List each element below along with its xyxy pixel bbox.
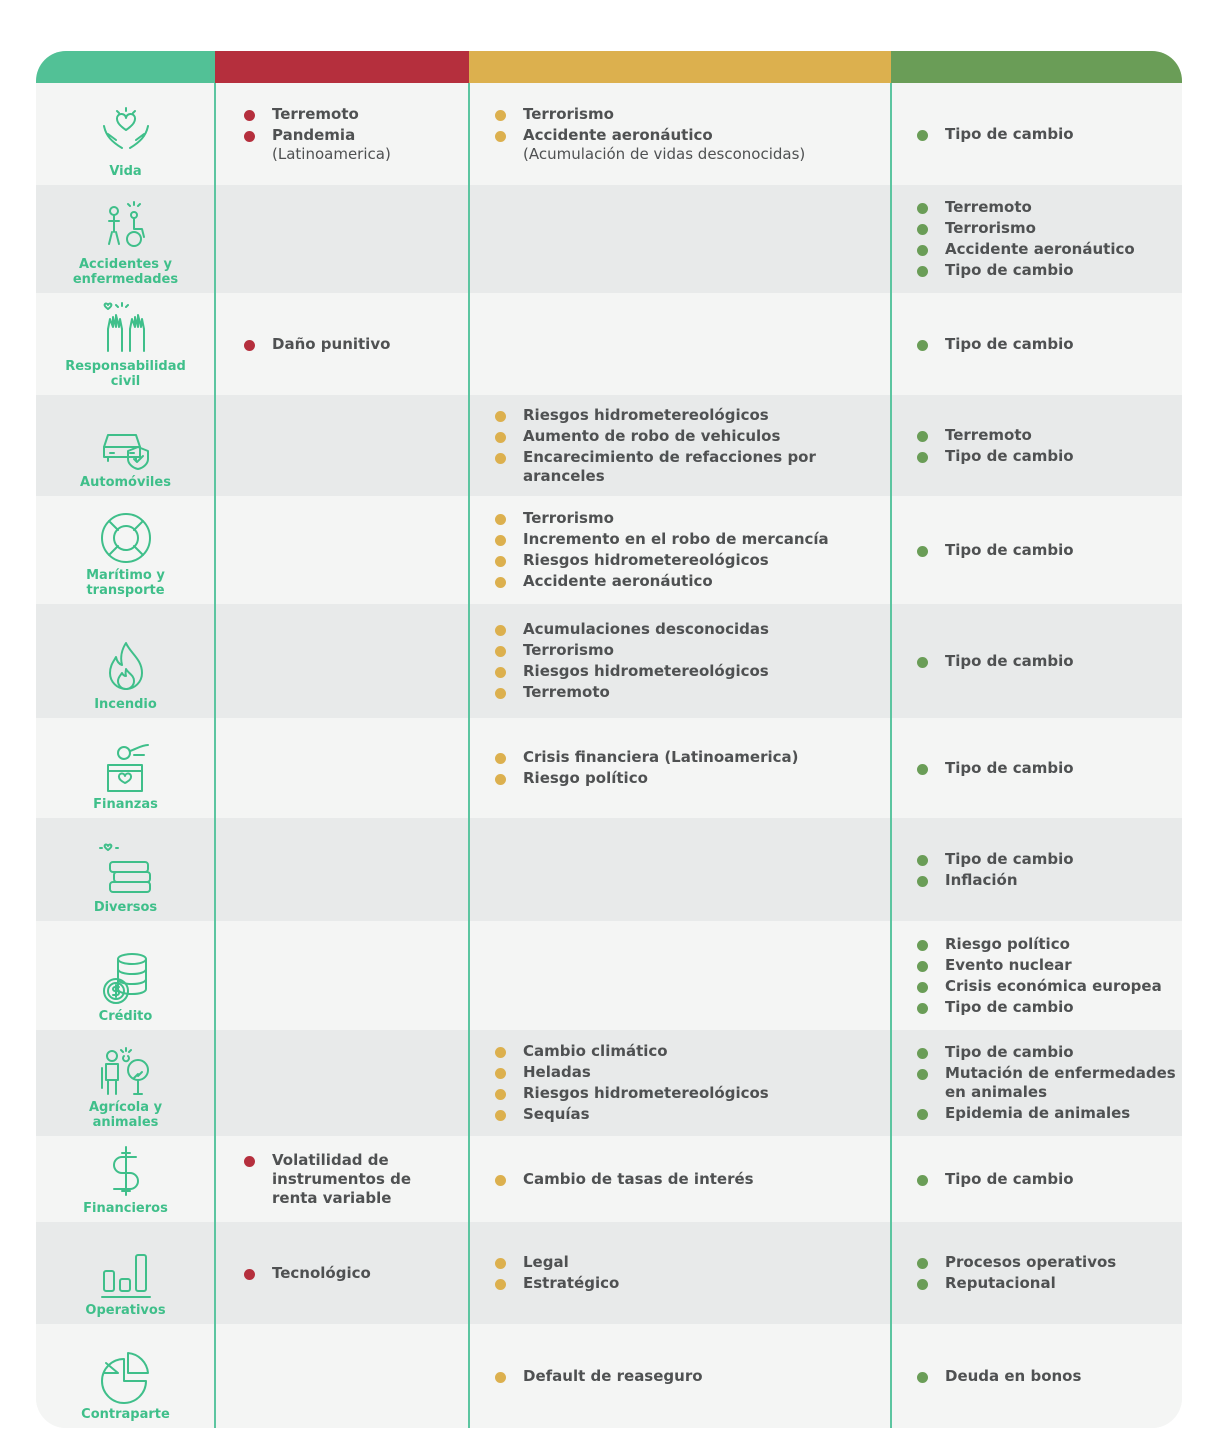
risk-cell-medium [495, 718, 887, 818]
category-cell [36, 921, 215, 1030]
risk-cell-medium [495, 1030, 887, 1136]
column-divider [468, 83, 470, 1428]
risk-item [917, 447, 1179, 466]
risk-cell-low [917, 1324, 1179, 1428]
category-cell [36, 1030, 215, 1136]
risk-item [917, 1064, 1179, 1102]
bullet-dot-icon [917, 1003, 928, 1014]
table-row [36, 921, 1182, 1030]
category-label: Marítimo y transporte [86, 568, 165, 598]
bullet-dot-icon [495, 774, 506, 785]
raised-hands-icon [96, 299, 156, 359]
risk-item [917, 1170, 1179, 1189]
risk-item-text: Tipo de cambio [945, 261, 1074, 279]
category-label: Operativos [85, 1303, 166, 1318]
risk-cell-low [917, 496, 1179, 604]
risk-item [495, 769, 887, 788]
table-row [36, 818, 1182, 921]
risk-item [495, 641, 887, 660]
bullet-dot-icon [917, 431, 928, 442]
bullet-dot-icon [495, 1279, 506, 1290]
bullet-dot-icon [917, 657, 928, 668]
bullet-dot-icon [495, 535, 506, 546]
risk-item-text: Evento nuclear [945, 955, 1072, 974]
risk-item [917, 426, 1179, 445]
table-row [36, 1136, 1182, 1222]
risk-cell-low [917, 818, 1179, 921]
table-row [36, 1324, 1182, 1428]
risk-item [917, 541, 1179, 560]
risk-item-text: Deuda en bonos [945, 1366, 1082, 1385]
risk-item [495, 1367, 887, 1386]
risk-item [917, 977, 1179, 996]
risk-item [917, 652, 1179, 671]
risk-cell-low [917, 185, 1179, 293]
bullet-dot-icon [244, 110, 255, 121]
category-cell [36, 718, 215, 818]
risk-item-text: Terremoto [945, 425, 1032, 444]
risk-cell-medium [495, 185, 887, 293]
risk-item-text: Riesgos hidrometereológicos [523, 1084, 769, 1102]
risk-item-text: Tipo de cambio [945, 124, 1074, 143]
risk-item-text: Riesgo político [523, 769, 648, 787]
risk-item-text: Acumulaciones desconocidas [523, 620, 769, 638]
category-cell [36, 1136, 215, 1222]
category-cell [36, 1324, 215, 1428]
risk-cell-high [244, 718, 459, 818]
risk-item [917, 261, 1179, 280]
bullet-dot-icon [495, 667, 506, 678]
bullet-dot-icon [244, 1269, 255, 1280]
bullet-dot-icon [495, 1175, 506, 1186]
risk-cell-medium [495, 818, 887, 921]
risk-cell-medium [495, 395, 887, 496]
risk-item [495, 427, 887, 446]
risk-item-text: Volatilidad de instrumentos de renta variable [272, 1150, 412, 1207]
risk-cell-high [244, 185, 459, 293]
risk-cell-high [244, 1324, 459, 1428]
bullet-dot-icon [495, 688, 506, 699]
risk-item-text: Accidente aeronáutico [523, 125, 713, 144]
bullet-dot-icon [917, 245, 928, 256]
risk-item [495, 530, 887, 549]
risk-item [495, 572, 887, 591]
category-label: Agrícola y animales [88, 1100, 163, 1130]
category-cell [36, 818, 215, 921]
risk-item [917, 198, 1179, 217]
risk-cell-medium [495, 1222, 887, 1324]
risk-item [495, 105, 887, 124]
risk-item-text: Terremoto [272, 104, 359, 123]
bullet-dot-icon [495, 646, 506, 657]
table-row [36, 83, 1182, 185]
risk-item [244, 1264, 459, 1283]
risk-item-text: Tipo de cambio [945, 446, 1074, 465]
risk-item [917, 1367, 1179, 1386]
table-row [36, 1222, 1182, 1324]
risk-cell-medium [495, 604, 887, 718]
risk-item-text: Mutación de enfermedades en animales [945, 1064, 1176, 1101]
risk-item-note: (Acumulación de vidas desconocidas) [523, 144, 806, 163]
bullet-dot-icon [917, 266, 928, 277]
bullet-dot-icon [917, 224, 928, 235]
table-row [36, 395, 1182, 496]
bullet-dot-icon [495, 577, 506, 588]
category-label: Finanzas [93, 797, 158, 812]
header-medium [469, 51, 891, 83]
risk-item-text: Tipo de cambio [945, 540, 1074, 559]
risk-cell-low [917, 293, 1179, 395]
risk-item [495, 448, 887, 486]
category-cell [36, 1222, 215, 1324]
bullet-dot-icon [917, 961, 928, 972]
risk-item-text: Cambio de tasas de interés [523, 1169, 754, 1188]
bullet-dot-icon [917, 1175, 928, 1186]
risk-item [244, 105, 459, 124]
category-cell [36, 395, 215, 496]
risk-item [495, 620, 887, 639]
risk-cell-low [917, 1222, 1179, 1324]
farmer-tree-icon [96, 1040, 156, 1100]
risk-cell-medium [495, 83, 887, 185]
risk-cell-high [244, 293, 459, 395]
books-icon [96, 840, 156, 900]
risk-item-text: Tipo de cambio [945, 1043, 1074, 1061]
header-low [891, 51, 1182, 83]
risk-item-text: Riesgos hidrometereológicos [523, 551, 769, 569]
header-category [36, 51, 215, 83]
risk-item-text: Riesgos hidrometereológicos [523, 662, 769, 680]
bullet-dot-icon [917, 855, 928, 866]
risk-cell-low [917, 718, 1179, 818]
risk-item-text: Daño punitivo [272, 334, 391, 353]
table-row [36, 496, 1182, 604]
risk-cell-high [244, 604, 459, 718]
risk-item [917, 1274, 1179, 1293]
risk-cell-medium [495, 921, 887, 1030]
risk-item [495, 1170, 887, 1189]
bar-chart-icon [96, 1243, 156, 1303]
category-cell [36, 496, 215, 604]
risk-cell-medium [495, 1324, 887, 1428]
bullet-dot-icon [917, 1279, 928, 1290]
column-divider [214, 83, 216, 1428]
header-high [215, 51, 469, 83]
risk-item [495, 1274, 887, 1293]
risk-cell-high [244, 1136, 459, 1222]
risk-cell-high [244, 1030, 459, 1136]
risk-cell-high [244, 496, 459, 604]
risk-item-text: Riesgo político [945, 934, 1070, 953]
risk-cell-high [244, 83, 459, 185]
risk-item-text: Aumento de robo de vehiculos [523, 426, 781, 445]
risk-item-text: Incremento en el robo de mercancía [523, 530, 829, 548]
risk-item-text: Tipo de cambio [945, 758, 1074, 777]
risk-item-text: Terrorismo [523, 104, 614, 123]
category-label: Contraparte [81, 1407, 170, 1422]
bullet-dot-icon [495, 411, 506, 422]
category-cell [36, 185, 215, 293]
bullet-dot-icon [917, 1048, 928, 1059]
risk-item [244, 335, 459, 354]
bullet-dot-icon [495, 131, 506, 142]
column-divider [890, 83, 892, 1428]
category-label: Crédito [98, 1009, 153, 1024]
bullet-dot-icon [917, 130, 928, 141]
risk-item-text: Tipo de cambio [945, 334, 1074, 353]
bullet-dot-icon [917, 764, 928, 775]
bullet-dot-icon [917, 1372, 928, 1383]
risk-cell-high [244, 818, 459, 921]
hands-heart-icon [96, 104, 156, 164]
bullet-dot-icon [917, 340, 928, 351]
risk-item [495, 1063, 887, 1082]
bullet-dot-icon [495, 1089, 506, 1100]
bullet-dot-icon [917, 876, 928, 887]
category-label: Financieros [83, 1201, 168, 1216]
risk-cell-low [917, 921, 1179, 1030]
risk-item-text: Estratégico [523, 1274, 620, 1292]
risk-item [495, 509, 887, 528]
risk-item-text: Terrorismo [523, 641, 614, 659]
risk-item-text: Sequías [523, 1105, 590, 1123]
risk-item [917, 956, 1179, 975]
table-row [36, 185, 1182, 293]
risk-cell-low [917, 1136, 1179, 1222]
risk-item [495, 1084, 887, 1103]
category-cell [36, 293, 215, 395]
risk-item-text: Heladas [523, 1063, 591, 1081]
risk-item [917, 998, 1179, 1017]
car-shield-icon [96, 415, 156, 475]
pie-chart-icon [96, 1347, 156, 1407]
risk-item-text: Inflación [945, 870, 1018, 889]
bullet-dot-icon [917, 452, 928, 463]
risk-item [495, 662, 887, 681]
wheelchair-icon [96, 197, 156, 257]
category-label: Accidentes y enfermedades [72, 257, 179, 287]
risk-cell-medium [495, 496, 887, 604]
bullet-dot-icon [495, 514, 506, 525]
bullet-dot-icon [495, 110, 506, 121]
bullet-dot-icon [495, 1068, 506, 1079]
table-row [36, 1030, 1182, 1136]
risk-cell-low [917, 604, 1179, 718]
bullet-dot-icon [244, 340, 255, 351]
category-label: Automóviles [80, 475, 171, 490]
flame-icon [96, 637, 156, 697]
risk-item [917, 1043, 1179, 1062]
risk-item-text: Tipo de cambio [945, 849, 1074, 868]
risk-item [495, 1105, 887, 1124]
risk-cell-high [244, 921, 459, 1030]
bullet-dot-icon [495, 625, 506, 636]
risk-item-text: Terrorismo [945, 219, 1036, 237]
bullet-dot-icon [495, 1258, 506, 1269]
bullet-dot-icon [917, 940, 928, 951]
dollar-icon [96, 1141, 156, 1201]
risk-item [917, 335, 1179, 354]
risk-item [917, 125, 1179, 144]
risk-item-text: Terremoto [945, 198, 1032, 216]
risk-item [244, 1151, 459, 1208]
risk-cell-low [917, 1030, 1179, 1136]
risk-cell-high [244, 1222, 459, 1324]
donation-box-icon [96, 737, 156, 797]
risk-item-text: Reputacional [945, 1274, 1056, 1292]
bullet-dot-icon [495, 753, 506, 764]
risk-item [495, 1042, 887, 1061]
risk-item [917, 219, 1179, 238]
risk-item-text: Crisis económica europea [945, 976, 1162, 995]
lifebuoy-icon [96, 508, 156, 568]
bullet-dot-icon [495, 453, 506, 464]
bullet-dot-icon [495, 556, 506, 567]
bullet-dot-icon [917, 546, 928, 557]
bullet-dot-icon [917, 982, 928, 993]
category-cell [36, 83, 215, 185]
category-cell [36, 604, 215, 718]
risk-item-text: Legal [523, 1253, 569, 1271]
risk-table [36, 51, 1182, 1428]
category-label: Responsabilidad civil [65, 359, 186, 389]
risk-item [917, 850, 1179, 869]
risk-item [917, 935, 1179, 954]
table-row [36, 293, 1182, 395]
risk-item [495, 748, 887, 767]
risk-item [495, 551, 887, 570]
risk-item-text: Default de reaseguro [523, 1366, 703, 1385]
risk-item-text: Tecnológico [272, 1263, 371, 1282]
risk-item-text: Tipo de cambio [945, 1169, 1074, 1188]
risk-item-text: Accidente aeronáutico [523, 572, 713, 590]
risk-item-text: Pandemia [272, 125, 356, 144]
risk-item [495, 1253, 887, 1272]
risk-item-text: Accidente aeronáutico [945, 240, 1135, 258]
risk-item [495, 126, 887, 164]
bullet-dot-icon [495, 1110, 506, 1121]
risk-cell-low [917, 395, 1179, 496]
bullet-dot-icon [917, 1109, 928, 1120]
risk-item [917, 759, 1179, 778]
risk-item-text: Cambio climático [523, 1042, 668, 1060]
risk-item [244, 126, 459, 164]
bullet-dot-icon [244, 1156, 255, 1167]
risk-cell-medium [495, 1136, 887, 1222]
bullet-dot-icon [495, 1372, 506, 1383]
risk-item-text: Terremoto [523, 683, 610, 701]
risk-item [917, 240, 1179, 259]
category-label: Incendio [94, 697, 157, 712]
risk-item [495, 683, 887, 702]
bullet-dot-icon [917, 1069, 928, 1080]
bullet-dot-icon [917, 1258, 928, 1269]
risk-item [495, 406, 887, 425]
risk-item-note: (Latinoamerica) [272, 144, 391, 163]
risk-item-text: Crisis financiera (Latinoamerica) [523, 748, 799, 766]
risk-item [917, 1253, 1179, 1272]
risk-item [917, 871, 1179, 890]
risk-item-text: Terrorismo [523, 509, 614, 527]
risk-cell-medium [495, 293, 887, 395]
risk-cell-high [244, 395, 459, 496]
bullet-dot-icon [917, 203, 928, 214]
coins-icon [96, 949, 156, 1009]
category-label: Vida [109, 164, 142, 179]
risk-cell-low [917, 83, 1179, 185]
risk-item-text: Tipo de cambio [945, 651, 1074, 670]
bullet-dot-icon [495, 432, 506, 443]
risk-item-text: Procesos operativos [945, 1253, 1117, 1271]
risk-item-text: Encarecimiento de refacciones por aranceles [523, 447, 816, 485]
risk-item-text: Tipo de cambio [945, 997, 1074, 1016]
table-row [36, 718, 1182, 818]
bullet-dot-icon [495, 1047, 506, 1058]
risk-item-text: Epidemia de animales [945, 1104, 1131, 1122]
table-row [36, 604, 1182, 718]
bullet-dot-icon [244, 131, 255, 142]
category-label: Diversos [93, 900, 158, 915]
risk-item [917, 1104, 1179, 1123]
risk-item-text: Riesgos hidrometereológicos [523, 405, 769, 424]
